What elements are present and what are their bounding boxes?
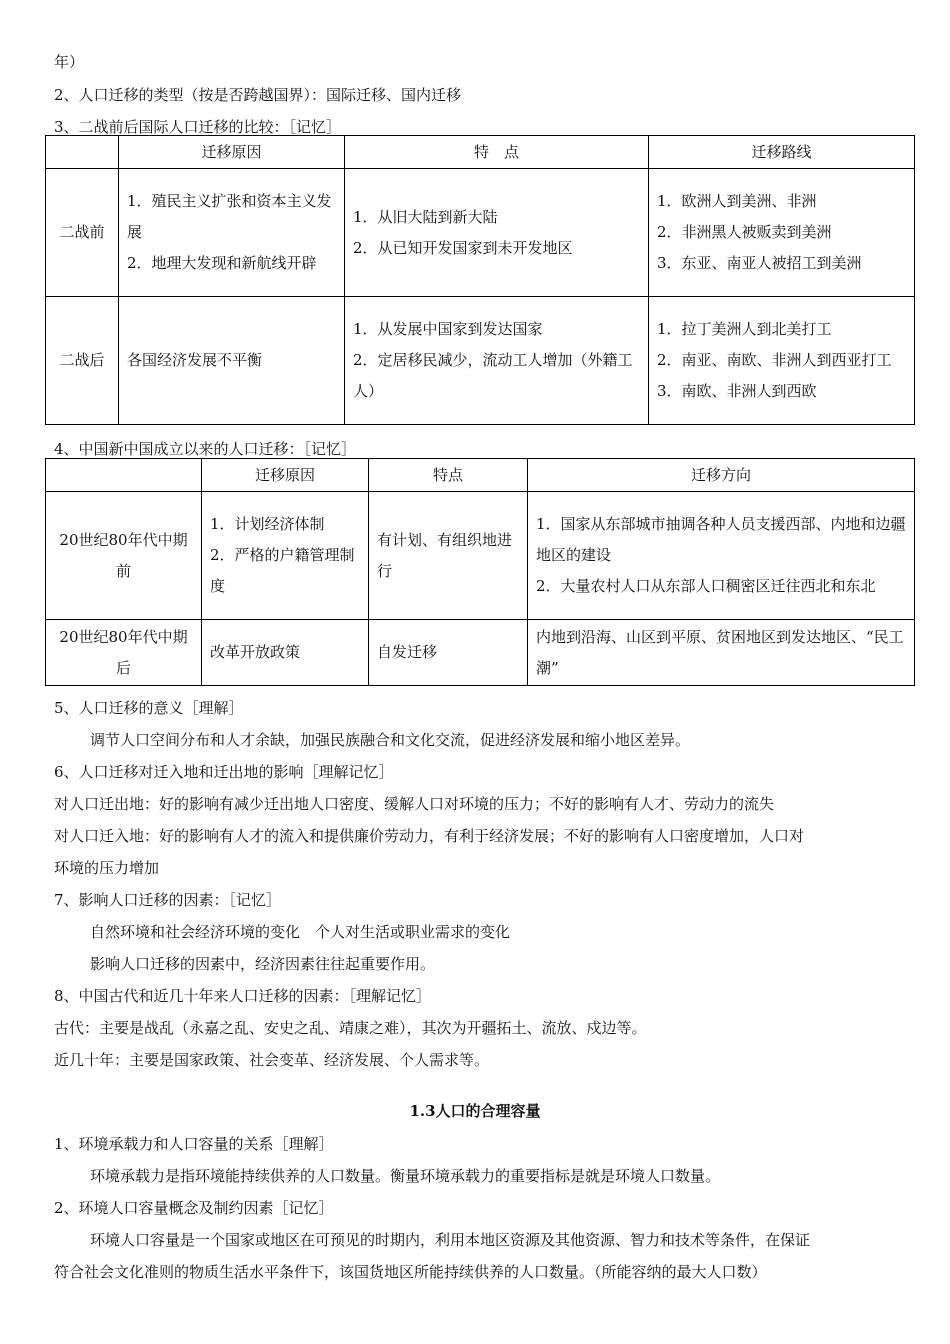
table-header-cell: 迁移原因: [202, 459, 369, 492]
section-heading: 7、影响人口迁移的因素：［记忆］: [54, 891, 282, 909]
paragraph: 自然环境和社会经济环境的变化 个人对生活或职业需求的变化: [90, 923, 511, 941]
migration-comparison-table: [45, 135, 915, 425]
feature-item: 2．定居移民减少，流动工人增加（外籍工人）: [353, 351, 633, 400]
route-item: 1．欧洲人到美洲、非洲: [657, 192, 817, 210]
section-heading: 5、人口迁移的意义［理解］: [54, 699, 244, 717]
section-heading: 4、中国新中国成立以来的人口迁移：［记忆］: [54, 440, 357, 458]
reason-item: 2．严格的户籍管理制度: [210, 546, 355, 595]
paragraph: 环境承载力是指环境能持续供养的人口数量。衡量环境承载力的重要指标是就是环境人口数量。: [90, 1167, 721, 1185]
table-header-cell: [46, 459, 202, 492]
section-heading: 1、环境承载力和人口容量的关系［理解］: [54, 1135, 334, 1153]
section-heading: 6、人口迁移对迁入地和迁出地的影响［理解记忆］: [54, 763, 394, 781]
paragraph: 调节人口空间分布和人才余缺，加强民族融合和文化交流，促进经济发展和缩小地区差异。: [90, 731, 691, 749]
paragraph: 古代：主要是战乱（永嘉之乱、安史之乱、靖康之难），其次为开疆拓土、流放、戍边等。: [54, 1019, 647, 1037]
table-header-cell: 特点: [369, 459, 528, 492]
route-item: 1．拉丁美洲人到北美打工: [657, 320, 832, 338]
row-label: 二战后: [46, 297, 119, 425]
paragraph: 环境人口容量是一个国家或地区在可预见的时期内，利用本地区资源及其他资源、智力和技术等条件，在保证: [90, 1231, 811, 1249]
feature-cell: [345, 297, 649, 425]
direction-cell: [528, 492, 915, 620]
table-row: [46, 297, 915, 425]
reason-cell: [119, 169, 345, 297]
route-item: 2．南亚、南欧、非洲人到西亚打工: [657, 351, 892, 369]
route-item: 3．南欧、非洲人到西欧: [657, 382, 817, 400]
section-heading: 2、人口迁移的类型（按是否跨越国界）：国际迁移、国内迁移: [54, 86, 462, 104]
table-header-cell: 迁移原因: [119, 136, 345, 169]
reason-cell: [202, 492, 369, 620]
chapter-heading: 1.3人口的合理容量: [409, 1102, 541, 1120]
feature-item: 1．从旧大陆到新大陆: [353, 207, 498, 226]
table-header-cell: [46, 136, 119, 169]
feature-cell: 自发迁移: [369, 620, 528, 686]
feature-item: 2．从已知开发国家到未开发地区: [353, 238, 573, 257]
direction-item: 1．国家从东部城市抽调各种人员支援西部、内地和边疆地区的建设: [536, 515, 906, 564]
reason-item: 2．地理大发现和新航线开辟: [127, 254, 317, 272]
table-header-row: [46, 459, 915, 492]
table-header-cell: 特 点: [345, 136, 649, 169]
paragraph: 环境的压力增加: [54, 859, 160, 877]
china-migration-table: [45, 458, 915, 686]
feature-cell: 有计划、有组织地进行: [369, 492, 528, 620]
direction-item: 2．大量农村人口从东部人口稠密区迁往西北和东北: [536, 577, 876, 595]
reason-item: 1．计划经济体制: [210, 515, 325, 533]
paragraph: 对人口迁入地：好的影响有人才的流入和提供廉价劳动力，有利于经济发展；不好的影响有人口密度增加，人口对: [54, 827, 805, 845]
row-label: 20世纪80年代中期前: [46, 492, 202, 620]
row-label: 20世纪80年代中期后: [46, 620, 202, 686]
reason-cell: 改革开放政策: [202, 620, 369, 686]
reason-cell: [119, 297, 345, 425]
route-item: 2．非洲黑人被贩卖到美洲: [657, 223, 832, 241]
table-row: [46, 492, 915, 620]
paragraph: 符合社会文化准则的物质生活水平条件下，该国货地区所能持续供养的人口数量。（所能容纳的最大人口数）: [54, 1263, 767, 1281]
text-line: 年）: [54, 53, 85, 71]
section-heading: 2、环境人口容量概念及制约因素［记忆］: [54, 1199, 334, 1217]
direction-cell: 内地到沿海、山区到平原、贫困地区到发达地区、“民工潮”: [528, 620, 915, 686]
feature-cell: [345, 169, 649, 297]
route-cell: [649, 169, 915, 297]
section-heading: 8、中国古代和近几十年来人口迁移的因素：［理解记忆］: [54, 987, 432, 1005]
section-heading: 3、二战前后国际人口迁移的比较：［记忆］: [54, 118, 342, 136]
reason-item: 各国经济发展不平衡: [127, 351, 263, 369]
table-header-cell: 迁移方向: [528, 459, 915, 492]
row-label: 二战前: [46, 169, 119, 297]
route-item: 3．东亚、南亚人被招工到美洲: [657, 254, 862, 272]
table-header-row: [46, 136, 915, 169]
table-row: [46, 620, 915, 686]
table-row: [46, 169, 915, 297]
paragraph: 对人口迁出地：好的影响有减少迁出地人口密度、缓解人口对环境的压力；不好的影响有人才、劳动力的流失: [54, 795, 775, 813]
table-header-cell: 迁移路线: [649, 136, 915, 169]
reason-item: 1．殖民主义扩张和资本主义发展: [127, 192, 332, 241]
route-cell: [649, 297, 915, 425]
paragraph: 近几十年：主要是国家政策、社会变革、经济发展、个人需求等。: [54, 1051, 490, 1069]
paragraph: 影响人口迁移的因素中，经济因素往往起重要作用。: [90, 955, 436, 973]
feature-item: 1．从发展中国家到发达国家: [353, 320, 543, 338]
